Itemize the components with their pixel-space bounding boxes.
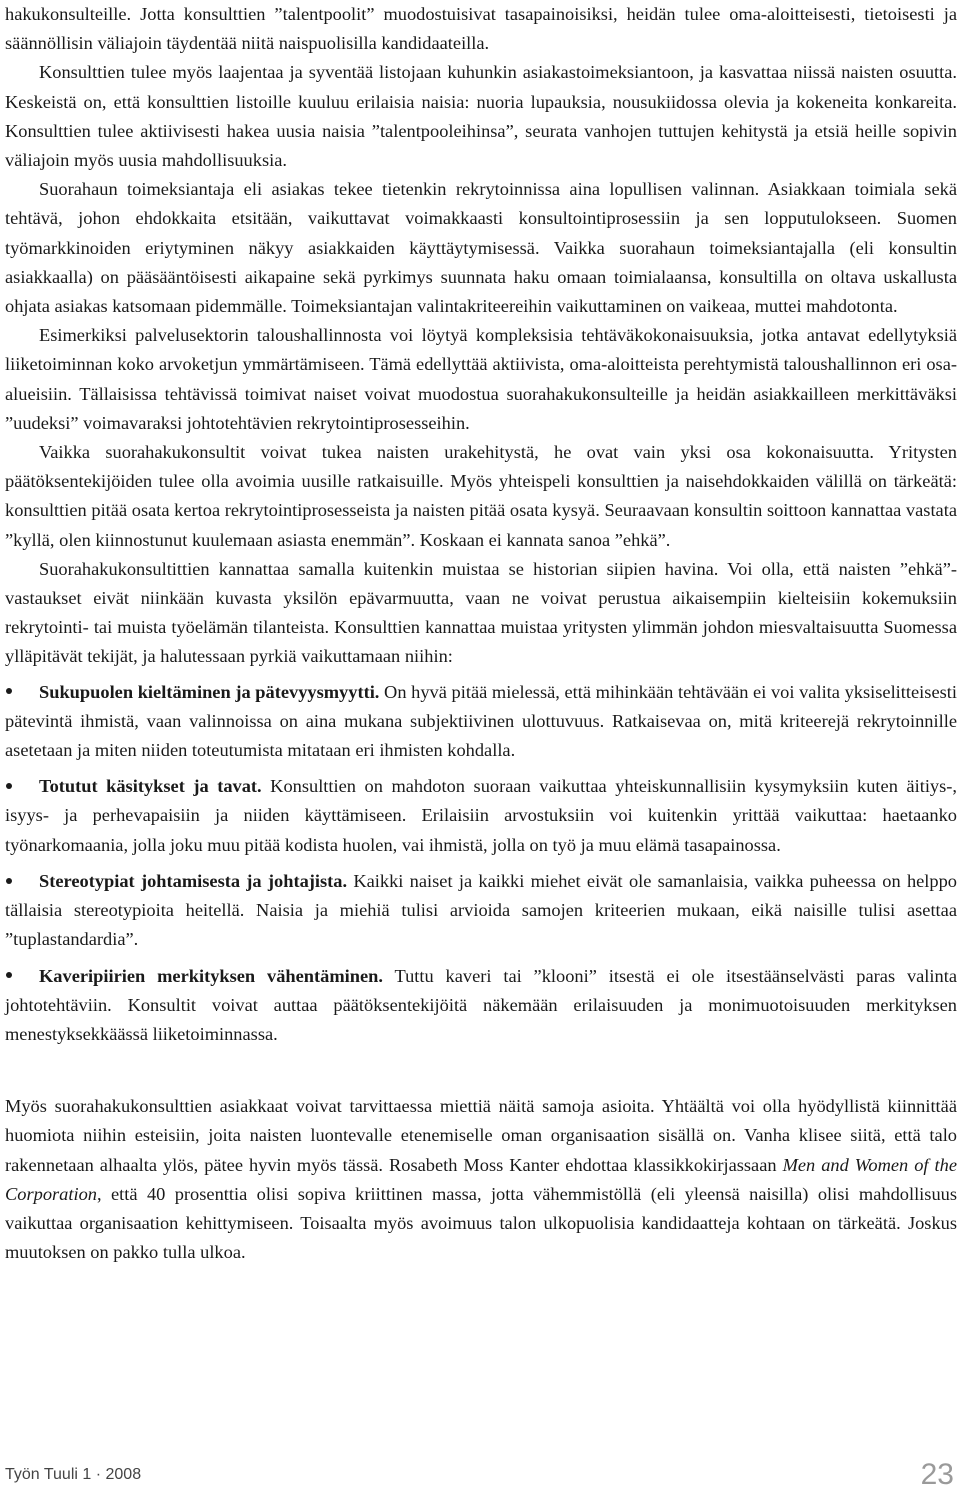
list-item-heading: Stereotypiat johtamisesta ja johtajista. — [39, 870, 348, 891]
article-body — [5, 0, 957, 1267]
page-number: 23 — [920, 1458, 954, 1491]
list-item-heading: Totutut käsitykset ja tavat. — [39, 776, 262, 797]
list-item-text: Tuttu kaveri tai ”klooni” itsestä ei ole itsestäänselvästi paras valinta johtotehtäviin. Konsultit voivat auttaa päätöksentekijöitä näkemään erilaisuuden ja monimuotoisuuden merkityksen menestyksekkäässä liiketoiminnassa. — [5, 965, 957, 1044]
closing-text-part1: Myös suorahakukonsulttien asiakkaat voivat tarvittaessa miettiä näitä samoja asioita. Yhtäältä voi olla hyödyllistä kiinnittää huomiota niihin esteisiin, joita naisten luontevalle etenemiselle oman organisaation sisällä on. Vanha klisee siitä, että talo rakennetaan alhaalta ylös, pätee hyvin myös tässä. Rosabeth Moss Kanter ehdottaa klassikkokirjassaan — [5, 1096, 957, 1175]
list-item-text: Kaikki naiset ja kaikki miehet eivät ole samanlaisia, vaikka puheessa on helppo tällaisia stereotypioita heitellä. Naisia ja miehiä tulisi arvioida samojen kriteerien mukaan, eikä naisille tulisi asettaa ”tuplastandardia”. — [5, 870, 957, 950]
paragraph: Suorahaun toimeksiantaja eli asiakas tekee tietenkin rekrytoinnissa aina lopullisen valinnan. Asiakkaan toimiala sekä tehtävä, johon ehdokkaita etsitään, vaikuttavat voimakkaasti konsultointiprosessiin ja sen lopputulokseen. Suomen työmarkkinoiden eriytyminen näkyy asiakkaiden käyttäytymisessä. Vaikka suorahaun toimeksiantajalla (eli konsultin asiakkaalla) on pääsääntöisesti aikapaine sekä pyrkimys suunnata haku omaan toimialaansa, konsultilla on oltava uskallusta ohjata asiakas katsomaan pidemmälle. Toimeksiantajan valintakriteereihin vaikuttaminen on vaikeaa, muttei mahdotonta. — [5, 179, 957, 317]
book-title: Men and Women of the Corporation — [5, 1154, 957, 1204]
list-item-heading: Kaveripiirien merkityksen vähentäminen. — [39, 965, 383, 986]
list-item — [5, 772, 957, 860]
list-item — [5, 678, 957, 766]
list-item — [5, 867, 957, 955]
list-item-heading: Sukupuolen kieltäminen ja pätevyysmyytti. — [39, 681, 380, 702]
bullet-icon — [5, 772, 39, 801]
bullet-list — [5, 678, 957, 1049]
bullet-icon — [5, 678, 39, 707]
section-gap — [5, 1056, 957, 1092]
paragraph: Vaikka suorahakukonsultit voivat tukea naisten urakehitystä, he ovat vain yksi osa kokonaisuutta. Yritysten päätöksentekijöiden tulee olla avoimia uusille ratkaisuille. Myös yhteispeli konsulttien ja naisehdokkaiden välillä on tärkeätä: konsulttien pitää osata kertoa rekrytointiprosesseista ja naisten pitää osata kysyä. Seuraavaan konsultin soittoon kannattaa vastata ”kyllä, olen kiinnostunut kuulemaan asiasta enemmän”. Koskaan ei kannata sanoa ”ehkä”. — [5, 442, 957, 550]
list-item-text: On hyvä pitää mielessä, että mihinkään tehtävään ei voi valita yksiselitteisesti pätevintä ihmistä, vaan valinnoissa on aina mukana subjektiivinen ulottuvuus. Ratkaisevaa on, mitä kriteerejä rekrytoinnille asetetaan ja miten niiden toteutumista mitataan eri ihmisten kohdalla. — [5, 681, 957, 761]
bullet-icon — [5, 867, 39, 896]
list-item-text: Konsulttien on mahdoton suoraan vaikuttaa yhteiskunnallisiin kysymyksiin kuten äitiys-, isyys- ja perhevapaisiin ja niiden käyttämiseen. Erilaisiin arvostuksiin voi kuitenkin yrittää vaikuttaa: haetaanko työnarkomaania, jolla joku muu pitää kodista huolen, vai ihmistä, jolla on työ ja muu elämä tasapainossa. — [5, 776, 957, 855]
paragraph: Suorahakukonsultittien kannattaa samalla kuitenkin muistaa se historian siipien havina. Voi olla, että naisten ”ehkä”-vastaukset eivät niinkään kuvasta yksilön epävarmuutta, vaan ne voivat perustua aikaisempiin kielteisiin kokemuksiin rekrytointi- tai muista työelämän tilanteista. Konsulttien kannattaa muistaa yritysten ylimmän johdon miesvaltaisuutta Suomessa ylläpitävät tekijät, ja halutessaan pyrkiä vaikuttamaan niihin: — [5, 558, 957, 667]
closing-text-part2: , että 40 prosenttia olisi sopiva kriittinen massa, jotta vähemmistöllä (eli yleensä naisilla) olisi mahdollisuus vaikuttaa organisaation kehittymiseen. Toisaalta myös avoimuus talon ulkopuolisia kandidaatteja kohtaan on tärkeätä. Joskus muutoksen on pakko tulla ulkoa. — [5, 1183, 957, 1263]
list-item — [5, 962, 957, 1050]
closing-paragraph — [5, 1092, 957, 1267]
publication-footer: Työn Tuuli 1 · 2008 — [5, 1466, 142, 1483]
paragraph: Konsulttien tulee myös laajentaa ja syventää listojaan kuhunkin asiakastoimeksiantoon, ja kasvattaa niissä naisten osuutta. Keskeistä on, että konsulttien listoille kuuluu erilaisia naisia: nuoria lupauksia, nousukiidossa olevia ja kokeneita konkareita. Konsulttien tulee aktiivisesti hakea uusia naisia ”talentpooleihinsa”, seurata vanhojen tuttujen kehitystä ja etsiä heille sopivin väliajoin myös uusia mahdollisuuksia. — [5, 62, 957, 171]
paragraph: Esimerkiksi palvelusektorin taloushallinnosta voi löytyä kompleksisia tehtäväkokonaisuuksia, jotka antavat edellytyksiä liiketoiminnan koko arvoketjun ymmärtämiseen. Tämä edellyttää aktiivista, oma-aloitteista perehtymistä taloushallinnon eri osa-alueisiin. Tällaisissa tehtävissä toimivat naiset voivat muodostua suorahakukonsulteille ja heidän asiakkailleen merkittäväksi ”uudeksi” voimavaraksi johtotehtävien rekrytointiprosesseihin. — [5, 325, 957, 433]
paragraph: hakukonsulteille. Jotta konsulttien ”talentpoolit” muodostuisivat tasapainoisiksi, heidän tulee oma-aloitteisesti, tietoisesti ja säännöllisin väliajoin täydentää niitä naispuolisilla kandidaateilla. — [5, 4, 957, 54]
bullet-icon — [5, 962, 39, 991]
